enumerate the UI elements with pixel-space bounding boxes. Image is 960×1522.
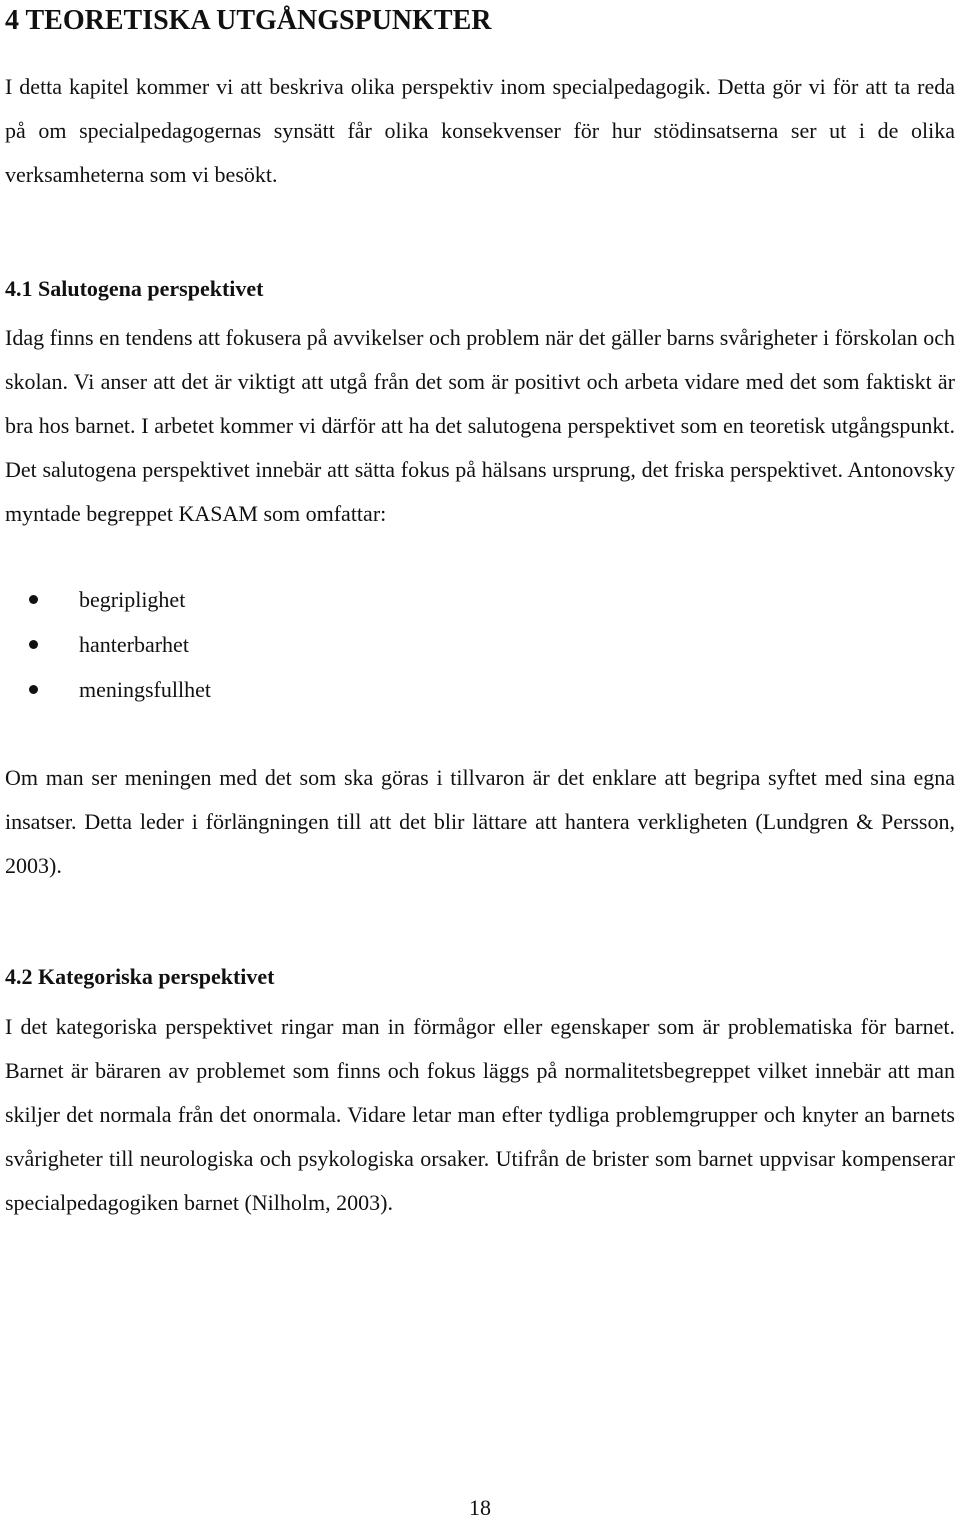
kasam-list xyxy=(5,577,905,712)
list-item xyxy=(5,667,905,712)
bullet-icon xyxy=(29,595,38,604)
kategoriska-paragraph-1: I det kategoriska perspektivet ringar man in förmågor eller egenskaper som är problematiska för barnet. Barnet är bäraren av problemet som finns och fokus läggs på normalitetsbegreppet vilket innebär att man skiljer det normala från det onormala. Vidare letar man efter tydliga problemgrupper och knyter an barnets svårigheter till neurologiska och psykologiska orsaker. Utifrån de brister som barnet uppvisar kompenserar specialpedagogiken barnet (Nilholm, 2003). xyxy=(5,1014,955,1215)
salutogena-paragraph-1: Idag finns en tendens att fokusera på avvikelser och problem när det gäller barns svårigheter i förskolan och skolan. Vi anser att det är viktigt att utgå från det som är positivt och arbeta vidare med det som faktiskt är bra hos barnet. I arbetet kommer vi därför att ha det salutogena perspektivet som en teoretisk utgångspunkt. Det salutogena perspektivet innebär att sätta fokus på hälsans ursprung, det friska perspektivet. Antonovsky myntade begreppet KASAM som omfattar: xyxy=(5,325,955,526)
list-item-label: meningsfullhet xyxy=(79,677,211,702)
salutogena-paragraph-2: Om man ser meningen med det som ska göras i tillvaron är det enklare att begripa syftet med sina egna insatser. Detta leder i förlängningen till att det blir lättare att hantera verkligheten (Lundgren & Persson, 2003). xyxy=(5,765,955,878)
list-item-label: begriplighet xyxy=(79,587,186,612)
section-title-kategoriska: 4.2 Kategoriska perspektivet xyxy=(5,964,275,989)
list-item xyxy=(5,577,905,622)
list-item xyxy=(5,622,905,667)
section-title-salutogena: 4.1 Salutogena perspektivet xyxy=(5,276,264,301)
list-item-label: hanterbarhet xyxy=(79,632,189,657)
page-number: 18 xyxy=(469,1495,491,1520)
chapter-intro-paragraph: I detta kapitel kommer vi att beskriva olika perspektiv inom specialpedagogik. Detta gör vi för att ta reda på om specialpedagogernas synsätt får olika konsekvenser för hur stödinsatserna ser ut i de olika verksamheterna som vi besökt. xyxy=(5,74,955,187)
bullet-icon xyxy=(29,685,38,694)
chapter-title: 4 TEORETISKA UTGÅNGSPUNKTER xyxy=(5,5,492,36)
bullet-icon xyxy=(29,640,38,649)
